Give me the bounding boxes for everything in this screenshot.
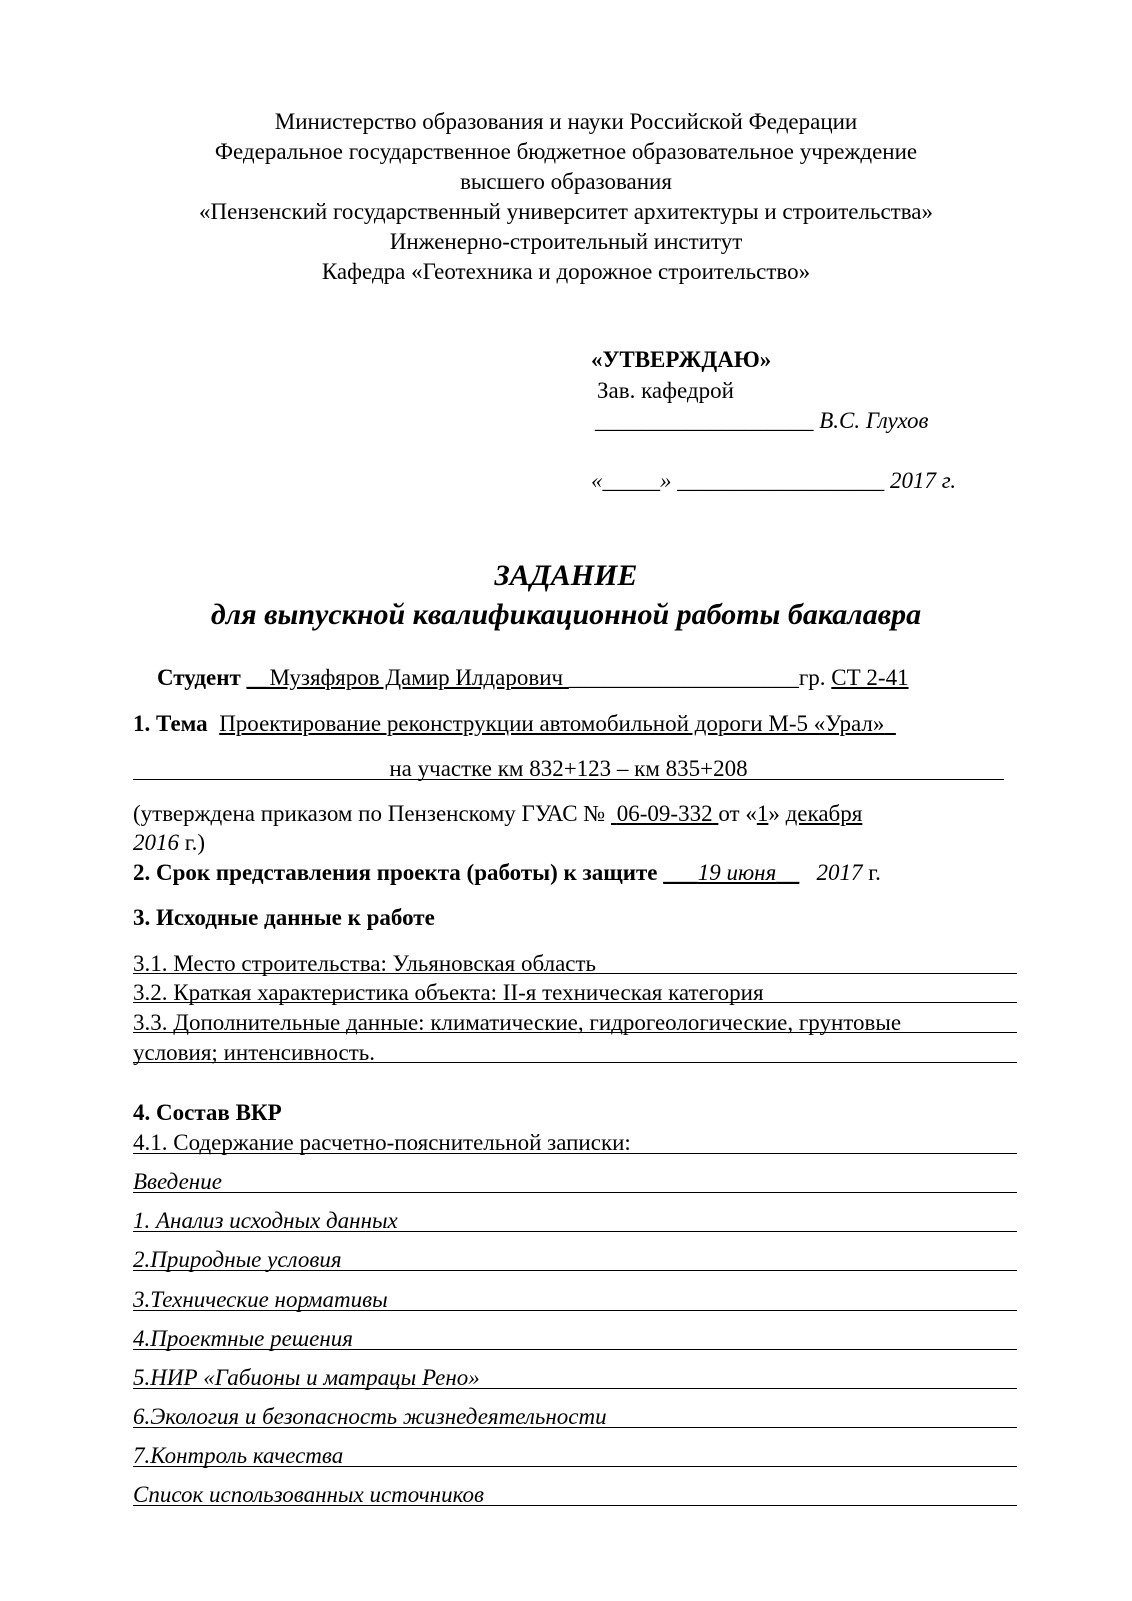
student-post-blank: ____________________ — [568, 665, 799, 690]
document-title: ЗАДАНИЕ — [494, 559, 638, 592]
composition-subheading: 4.1. Содержание расчетно-пояснительной записки: — [133, 1130, 631, 1155]
header-line-department: Кафедра «Геотехника и дорожное строительство» — [321, 259, 811, 284]
student-name: Музяфяров Дамир Илдарович — [269, 665, 564, 690]
order-line — [133, 799, 862, 829]
institution-header — [0, 107, 1132, 287]
date-year: 2017 г. — [890, 468, 957, 493]
date-day-blank: _____ — [602, 468, 660, 493]
order-suffix: г.) — [184, 830, 205, 855]
composition-item-3: 3.Технические нормативы — [133, 1287, 388, 1312]
composition-item-4: 4.Проектные решения — [133, 1326, 353, 1351]
approval-date-line — [591, 466, 956, 496]
header-line-ministry: Министерство образования и науки Российской Федерации — [274, 109, 858, 134]
header-line-education-level: высшего образования — [460, 169, 672, 194]
order-quote-close: » — [768, 801, 780, 826]
initial-data-underline-2 — [133, 1002, 1017, 1003]
composition-underline — [133, 1349, 1017, 1350]
initial-data-underline-4 — [133, 1062, 1017, 1063]
group-value: СТ 2-41 — [831, 665, 909, 690]
header-line-university: «Пензенский государственный университет архитектуры и строительства» — [199, 199, 933, 224]
order-line-2 — [133, 828, 205, 858]
header-line-institute: Инженерно-строительный институт — [389, 229, 743, 254]
student-pre-blank: __ — [246, 665, 270, 690]
header-line-institution-type: Федеральное государственное бюджетное образовательное учреждение — [214, 139, 918, 164]
composition-item-5: 5.НИР «Габионы и матрацы Рено» — [133, 1365, 480, 1390]
order-prefix: (утверждена приказом по Пензенскому ГУАС № — [133, 801, 606, 826]
topic-text-1: Проектирование реконструкции автомобильной дороги М-5 «Урал» — [219, 711, 885, 736]
date-quote-close: » — [660, 468, 672, 493]
initial-data-underline-3 — [133, 1032, 1017, 1033]
signature-blank: ___________________ — [595, 408, 814, 433]
deadline-line — [133, 858, 881, 888]
deadline-date: 19 июня — [697, 860, 777, 885]
composition-underline — [133, 1192, 1017, 1193]
order-from: от « — [718, 801, 757, 826]
topic-text-2: на участке км 832+123 – км 835+208 — [389, 756, 748, 781]
initial-data-heading: 3. Исходные данные к работе — [133, 905, 435, 930]
composition-underline — [133, 1388, 1017, 1389]
topic-underline — [133, 779, 1004, 780]
group-label: гр. — [798, 665, 826, 690]
initial-data-item-1: 3.1. Место строительства: Ульяновская область — [133, 951, 597, 976]
approval-position: Зав. кафедрой — [597, 378, 734, 403]
composition-item-2: 2.Природные условия — [133, 1247, 342, 1272]
composition-item-6: 6.Экология и безопасность жизнедеятельности — [133, 1404, 607, 1429]
composition-item-sources: Список использованных источников — [133, 1482, 484, 1507]
approver-name: В.С. Глухов — [819, 408, 929, 433]
composition-item-7: 7.Контроль качества — [133, 1443, 344, 1468]
composition-item-intro: Введение — [133, 1169, 222, 1194]
composition-heading: 4. Состав ВКР — [133, 1100, 282, 1125]
initial-data-item-2: 3.2. Краткая характеристика объекта: II-я техническая категория — [133, 980, 764, 1005]
composition-underline — [133, 1231, 1017, 1232]
composition-item-1: 1. Анализ исходных данных — [133, 1208, 398, 1233]
deadline-date-field: ___19 июня__ — [663, 860, 800, 885]
initial-data-item-4: условия; интенсивность. — [133, 1040, 376, 1065]
initial-data-item-3: 3.3. Дополнительные данные: климатические, гидрогеологические, грунтовые — [133, 1010, 902, 1035]
topic-line-1 — [133, 709, 896, 739]
deadline-suffix: г. — [868, 860, 881, 885]
deadline-label: 2. Срок представления проекта (работы) к защите — [133, 860, 658, 885]
date-month-blank: __________________ — [677, 468, 885, 493]
student-line — [157, 663, 909, 693]
deadline-year: 2017 — [816, 860, 863, 885]
composition-subheading-underline — [133, 1153, 1017, 1154]
student-name-field — [247, 665, 569, 690]
document-subtitle: для выпускной квалификационной работы бакалавра — [210, 598, 922, 631]
topic-label: 1. Тема — [133, 711, 208, 736]
composition-underline — [133, 1270, 1017, 1271]
initial-data-underline-1 — [133, 973, 1017, 974]
order-month: декабря — [785, 801, 863, 826]
order-number: 06-09-332 — [616, 801, 713, 826]
approval-heading: «УТВЕРЖДАЮ» — [591, 347, 772, 372]
date-quote-open: « — [591, 468, 603, 493]
order-year: 2016 — [133, 830, 179, 855]
composition-underline — [133, 1310, 1017, 1311]
order-day: 1 — [756, 801, 769, 826]
composition-underline — [133, 1466, 1017, 1467]
approval-signature-line — [595, 406, 929, 436]
composition-underline — [133, 1505, 1017, 1506]
composition-underline — [133, 1427, 1017, 1428]
student-label: Студент — [157, 665, 241, 690]
